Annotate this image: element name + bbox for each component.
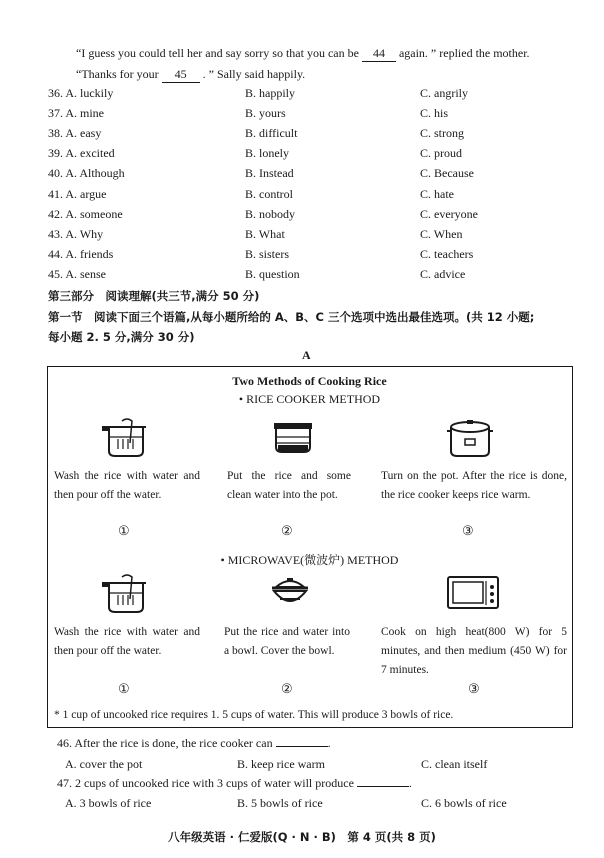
- covered-bowl-icon: [268, 577, 312, 611]
- rc-step-3-text: Turn on the pot. After the rice is done, the rice cooker keeps rice warm.: [381, 470, 567, 501]
- method1-heading: • RICE COOKER METHOD: [238, 392, 381, 406]
- dialogue-text: “I guess you could tell her and say sorry so that you can be: [76, 46, 359, 60]
- q46-option-c: C. clean itself: [421, 757, 488, 771]
- cloze-option-40-b: B. Instead: [245, 166, 294, 181]
- cloze-option-42-a: 42. A. someone: [48, 206, 123, 221]
- cloze-option-44-b: B. sisters: [245, 246, 290, 261]
- question-47-stem: [57, 776, 412, 791]
- rc-step-1-text: Wash the rice with water and then pour off the water.: [54, 470, 200, 501]
- rice-cooker-icon: [446, 419, 494, 459]
- dialogue-text: again. ” replied the mother.: [398, 46, 530, 60]
- passage-title: Two Methods of Cooking Rice: [232, 374, 387, 388]
- question-end: .: [408, 776, 412, 790]
- rc-step-2-text: Put the rice and some clean water into the pot.: [227, 470, 351, 501]
- mw-step-2-text: Put the rice and water into a bowl. Cover the bowl.: [224, 626, 350, 657]
- rc-step-3-number: ③: [462, 523, 474, 538]
- mw-step-1-text: Wash the rice with water and then pour off the water.: [54, 626, 200, 657]
- cloze-option-37-b: B. yours: [245, 106, 286, 121]
- cloze-option-40-a: 40. A. Although: [48, 166, 125, 181]
- cloze-option-42-c: C. everyone: [420, 206, 478, 221]
- cloze-option-39-a: 39. A. excited: [48, 146, 115, 161]
- cloze-option-41-b: B. control: [245, 186, 293, 201]
- cloze-option-39-c: C. proud: [420, 146, 462, 161]
- microwave-icon: [446, 575, 500, 611]
- answer-blank: [276, 746, 328, 747]
- cloze-option-38-c: C. strong: [420, 126, 465, 141]
- cloze-option-43-a: 43. A. Why: [48, 226, 104, 241]
- mw-step-1-number: ①: [118, 681, 130, 696]
- passage-note: * 1 cup of uncooked rice requires 1. 5 cups of water. This will produce 3 bowls of rice.: [54, 709, 454, 721]
- cloze-option-38-a: 38. A. easy: [48, 126, 102, 141]
- rice-cooker-pot-icon: [270, 421, 316, 455]
- cloze-option-45-a: 45. A. sense: [48, 266, 106, 281]
- cloze-option-37-c: C. his: [420, 106, 449, 121]
- cloze-option-43-c: C. When: [420, 226, 463, 241]
- cloze-option-37-a: 37. A. mine: [48, 106, 104, 121]
- q47-option-c: C. 6 bowls of rice: [421, 796, 507, 810]
- answer-blank: [357, 786, 409, 787]
- dialogue-text: “Thanks for your: [76, 67, 159, 81]
- page-footer: 八年级英语 · 仁爱版(Q · N · B) 第 4 页(共 8 页): [168, 830, 436, 844]
- cloze-option-45-c: C. advice: [420, 266, 466, 281]
- question-stem: 47. 2 cups of uncooked rice with 3 cups of water will produce: [57, 776, 354, 790]
- q47-option-a: A. 3 bowls of rice: [65, 796, 152, 810]
- passage-label: A: [302, 348, 311, 362]
- mw-step-3-text: Cook on high heat(800 W) for 5 minutes, and then medium (450 W) for 7 minutes.: [381, 626, 567, 676]
- blank-44: 44: [362, 46, 396, 62]
- passage-box: [47, 366, 573, 728]
- question-46-stem: [57, 736, 331, 751]
- mw-step-3-number: ③: [468, 681, 480, 696]
- part3-title: 第三部分 阅读理解(共三节,满分 50 分): [48, 289, 260, 303]
- cloze-option-38-b: B. difficult: [245, 126, 298, 141]
- cloze-option-41-c: C. hate: [420, 186, 454, 201]
- dialogue-text: . ” Sally said happily.: [202, 67, 306, 81]
- pot-with-strainer-icon: [100, 417, 152, 459]
- dialogue-line-2: [76, 67, 305, 83]
- rc-step-1-number: ①: [118, 523, 130, 538]
- cloze-option-44-a: 44. A. friends: [48, 246, 114, 261]
- cloze-option-42-b: B. nobody: [245, 206, 296, 221]
- blank-45: 45: [162, 67, 200, 83]
- pot-with-strainer-icon: [100, 573, 152, 615]
- cloze-option-40-c: C. Because: [420, 166, 474, 181]
- cloze-option-45-b: B. question: [245, 266, 300, 281]
- mw-step-2-number: ②: [281, 681, 293, 696]
- cloze-option-44-c: C. teachers: [420, 246, 474, 261]
- cloze-option-41-a: 41. A. argue: [48, 186, 107, 201]
- question-end: .: [327, 736, 331, 750]
- cloze-option-36-a: 36. A. luckily: [48, 86, 114, 100]
- method2-heading: • MICROWAVE(微波炉) METHOD: [220, 553, 399, 567]
- cloze-option-39-b: B. lonely: [245, 146, 289, 161]
- section1-instructions: 第一节 阅读下面三个语篇,从每小题所给的 A、B、C 三个选项中选出最佳选项。(共 12 小题;: [48, 310, 535, 324]
- question-stem: 46. After the rice is done, the rice cooker can: [57, 736, 273, 750]
- section1-instructions-2: 每小题 2. 5 分,满分 30 分): [48, 330, 195, 344]
- rc-step-2-number: ②: [281, 523, 293, 538]
- cloze-option-43-b: B. What: [245, 226, 285, 241]
- dialogue-line-1: [76, 46, 530, 62]
- q46-option-b: B. keep rice warm: [237, 757, 325, 771]
- cloze-option-36-c: C. angrily: [420, 86, 468, 100]
- q46-option-a: A. cover the pot: [65, 757, 143, 771]
- cloze-option-36-b: B. happily: [245, 86, 295, 100]
- q47-option-b: B. 5 bowls of rice: [237, 796, 323, 810]
